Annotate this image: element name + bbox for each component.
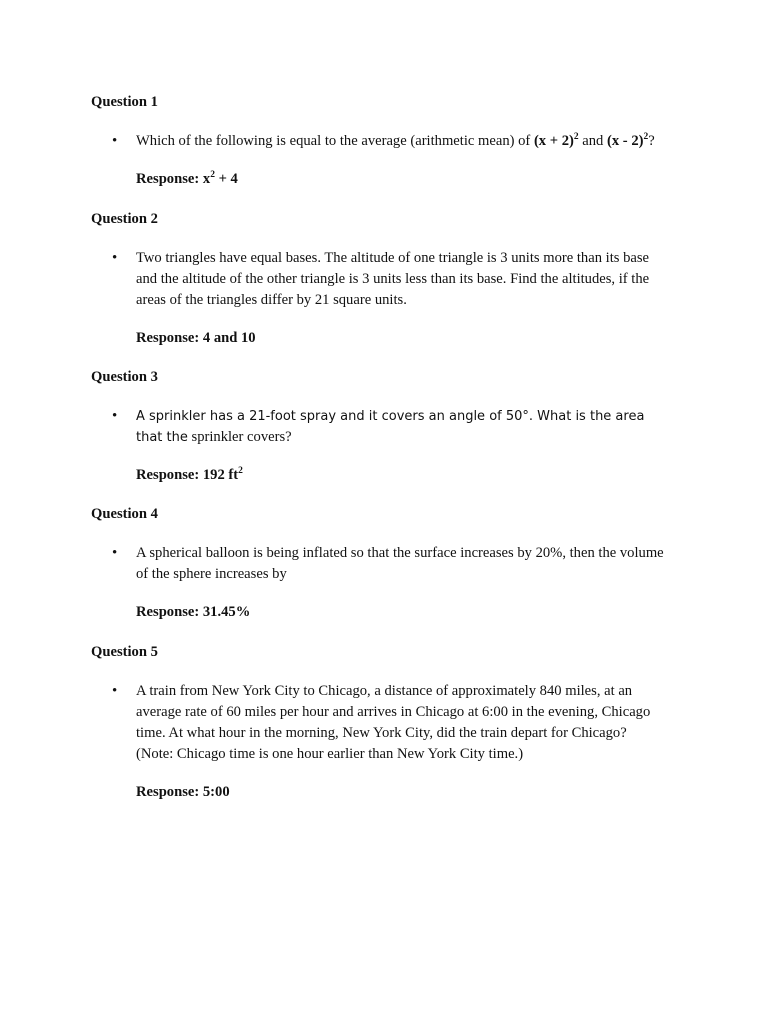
bullet-icon: • (112, 408, 118, 424)
question-5-title: Question 5 (91, 644, 158, 660)
question-3 (91, 367, 691, 486)
question-3-response: Response: 192 $ft^2$ (136, 466, 243, 483)
question-3-text: A sprinkler has a 21-foot spray and it covers an angle of 50°. What is the area that the sprinkler covers? (136, 409, 645, 445)
question-1-item (91, 131, 666, 152)
question-2-text: Two triangles have equal bases. The altitude of one triangle is 3 units more than its base and the altitude of the other triangle is 3 units less than its base. Find the altitudes, if the areas of the triangles differ by 21 square units. (136, 250, 650, 308)
question-1-text: Which of the following is equal to the average (arithmetic mean) of $(x + 2)^2$ and (x - 2)$^2$? (136, 132, 655, 149)
question-4-response: Response: 31.45% (136, 604, 251, 620)
question-5 (91, 642, 691, 803)
bullet-icon: • (112, 133, 118, 149)
question-2 (91, 209, 691, 349)
question-5-text: A train from New York City to Chicago, a distance of approximately 840 miles, at an average rate of 60 miles per hour and arrives in Chicago at 6:00 in the evening, Chicago time. At what hour in the morning, New York City, did the train depart for Chicago? (Note: Chicago time is one hour earlier than New York City time.) (136, 683, 651, 762)
question-2-item (91, 248, 666, 311)
question-1-response: Response: $x^2 + 4$ (136, 170, 238, 187)
question-3-title: Question 3 (91, 369, 158, 385)
bullet-icon: • (112, 545, 118, 561)
question-1-title: Question 1 (91, 94, 158, 110)
bullet-icon: • (112, 250, 118, 266)
question-1 (91, 92, 691, 190)
question-4-item (91, 543, 666, 585)
question-2-title: Question 2 (91, 211, 158, 227)
question-5-response: Response: 5:00 (136, 784, 230, 800)
question-4-text: A spherical balloon is being inflated so that the surface increases by 20%, then the volume of the sphere increases by (136, 545, 664, 582)
question-3-item (91, 406, 666, 448)
question-2-response: Response: 4 and 10 (136, 330, 256, 346)
bullet-icon: • (112, 683, 118, 699)
question-5-item (91, 681, 666, 765)
question-4 (91, 504, 691, 623)
question-4-title: Question 4 (91, 506, 158, 522)
